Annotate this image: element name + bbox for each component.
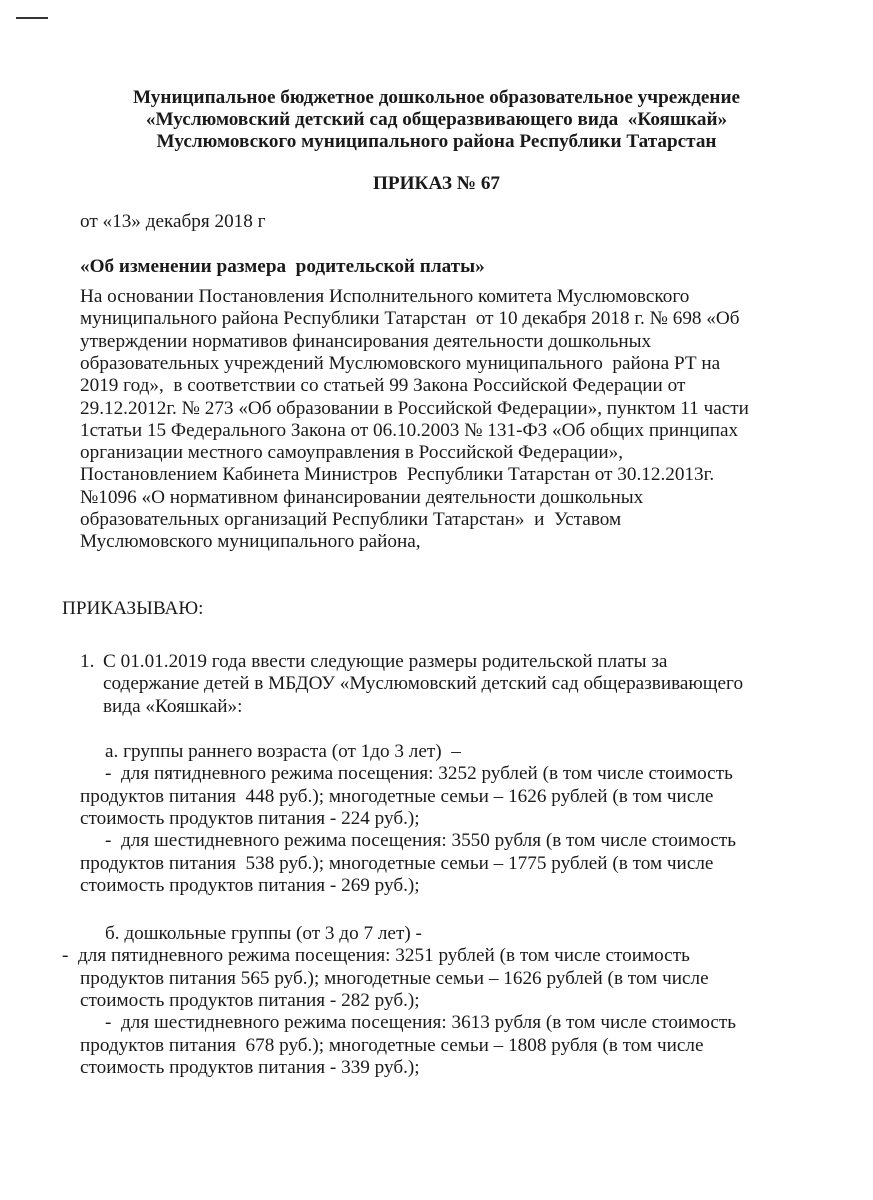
basis-paragraph-line: образовательных учреждений Муслюмовского муниципального района РТ на xyxy=(80,352,721,374)
basis-paragraph-line: утверждении нормативов финансирования деятельности дошкольных xyxy=(80,330,652,352)
org-header-line: «Муслюмовский детский сад общеразвивающего вида «Кояшкай» xyxy=(145,109,728,130)
basis-paragraph-line: Муслюмовского муниципального района, xyxy=(80,531,421,553)
basis-paragraph-line: 29.12.2012г. № 273 «Об образовании в Российской Федерации», пунктом 11 части xyxy=(80,397,749,419)
list-number: 1. xyxy=(80,651,95,672)
group-a-line: продуктов питания 448 руб.); многодетные семьи – 1626 рублей (в том числе xyxy=(80,785,714,807)
group-a-line: стоимость продуктов питания - 224 руб.); xyxy=(80,807,420,829)
group-a-line: а. группы раннего возраста (от 1до 3 лет) – xyxy=(105,741,461,762)
basis-paragraph-line: образовательных организаций Республики Татарстан» и Уставом xyxy=(80,509,622,530)
scan-mark xyxy=(16,17,48,19)
basis-paragraph-line: организации местного самоуправления в Российской Федерации», xyxy=(80,442,624,464)
basis-paragraph-line: Постановлением Кабинета Министров Республики Татарстан от 30.12.2013г. xyxy=(80,464,715,486)
order-title: ПРИКАЗ № 67 xyxy=(372,173,501,194)
group-b-line: продуктов питания 678 руб.); многодетные семьи – 1808 рубля (в том числе xyxy=(80,1034,704,1056)
item-line: С 01.01.2019 года ввести следующие размеры родительской платы за xyxy=(103,651,668,672)
item-line: вида «Кояшкай»: xyxy=(103,695,243,717)
org-header-line: Муниципальное бюджетное дошкольное образовательное учреждение xyxy=(132,87,741,108)
order-subject: «Об изменении размера родительской платы» xyxy=(80,256,485,277)
group-b-line: продуктов питания 565 руб.); многодетные семьи – 1626 рублей (в том числе xyxy=(80,967,709,989)
group-b-line: б. дошкольные группы (от 3 до 7 лет) - xyxy=(105,923,422,944)
group-b-line: - для пятидневного режима посещения: 3251 рублей (в том числе стоимость xyxy=(62,945,690,967)
basis-paragraph-line: 1статьи 15 Федерального Закона от 06.10.2003 № 131-ФЗ «Об общих принципах xyxy=(80,419,739,441)
order-date: от «13» декабря 2018 г xyxy=(80,211,266,232)
group-b-line: стоимость продуктов питания - 282 руб.); xyxy=(80,989,420,1011)
basis-paragraph-line: 2019 год», в соответствии со статьей 99 Закона Российской Федерации от xyxy=(80,375,686,397)
order-word: ПРИКАЗЫВАЮ: xyxy=(62,598,204,619)
group-a-line: стоимость продуктов питания - 269 руб.); xyxy=(80,874,420,896)
group-a-line: продуктов питания 538 руб.); многодетные семьи – 1775 рублей (в том числе xyxy=(80,852,714,874)
group-a-line: - для пятидневного режима посещения: 3252 рублей (в том числе стоимость xyxy=(105,763,733,785)
group-b-line: стоимость продуктов питания - 339 руб.); xyxy=(80,1056,420,1078)
group-a-line: - для шестидневного режима посещения: 3550 рубля (в том числе стоимость xyxy=(105,830,737,852)
basis-paragraph-line: №1096 «О нормативном финансировании деятельности дошкольных xyxy=(80,486,644,508)
org-header-line: Муслюмовского муниципального района Республики Татарстан xyxy=(156,131,717,152)
item-line: содержание детей в МБДОУ «Муслюмовский детский сад общеразвивающего xyxy=(103,673,744,695)
basis-paragraph-line: муниципального района Республики Татарстан от 10 декабря 2018 г. № 698 «Об xyxy=(80,308,740,330)
basis-paragraph-line: На основании Постановления Исполнительного комитета Муслюмовского xyxy=(80,286,690,307)
group-b-line: - для шестидневного режима посещения: 3613 рубля (в том числе стоимость xyxy=(105,1012,737,1034)
